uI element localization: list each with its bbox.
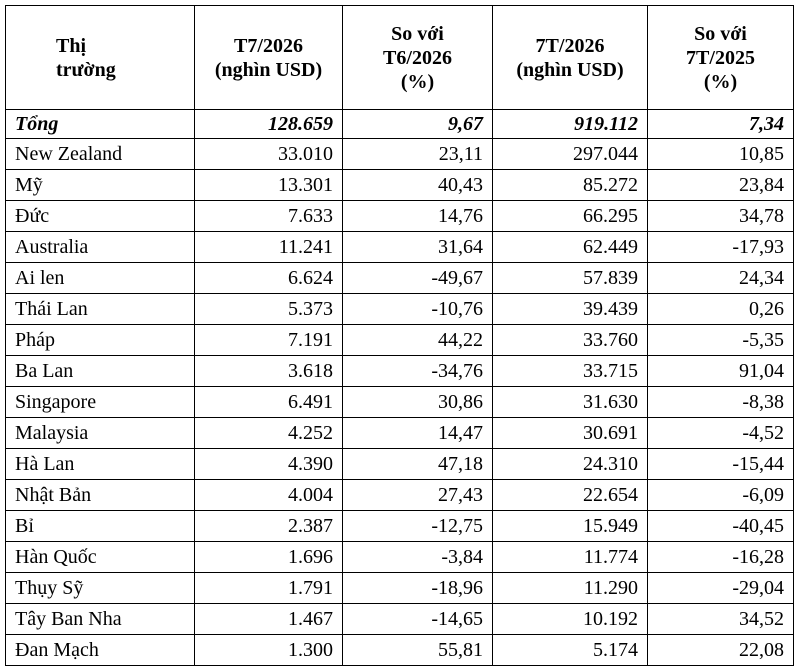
vs-ytd-cell: -5,35 [648, 325, 794, 356]
table-row [6, 604, 794, 635]
vs-t6-cell: 40,43 [343, 170, 493, 201]
market-cell: Pháp [6, 325, 195, 356]
ytd-cell: 11.290 [493, 573, 648, 604]
market-cell: Hà Lan [6, 449, 195, 480]
table-row [6, 263, 794, 294]
vs-ytd-cell: -6,09 [648, 480, 794, 511]
t7-cell: 1.467 [195, 604, 343, 635]
vs-ytd-cell: 34,78 [648, 201, 794, 232]
ytd-cell: 85.272 [493, 170, 648, 201]
market-cell: Mỹ [6, 170, 195, 201]
vs-ytd-cell: -40,45 [648, 511, 794, 542]
market-cell: Thái Lan [6, 294, 195, 325]
ytd-cell: 5.174 [493, 635, 648, 666]
vs-t6-cell: 27,43 [343, 480, 493, 511]
market-cell: Australia [6, 232, 195, 263]
ytd-cell: 33.715 [493, 356, 648, 387]
table-row [6, 480, 794, 511]
t7-cell: 3.618 [195, 356, 343, 387]
total-row [6, 110, 794, 139]
vs-t6-cell: -14,65 [343, 604, 493, 635]
ytd-cell: 15.949 [493, 511, 648, 542]
ytd-cell: 31.630 [493, 387, 648, 418]
header-t7-line: T7/2026 [234, 34, 303, 57]
market-cell: Ba Lan [6, 356, 195, 387]
ytd-cell: 39.439 [493, 294, 648, 325]
table-row [6, 387, 794, 418]
ytd-cell: 297.044 [493, 139, 648, 170]
table-body [6, 110, 794, 666]
t7-cell: 7.633 [195, 201, 343, 232]
table-row [6, 635, 794, 666]
table-row [6, 356, 794, 387]
vs-ytd-cell: -17,93 [648, 232, 794, 263]
market-cell: Ai len [6, 263, 195, 294]
ytd-cell: 62.449 [493, 232, 648, 263]
header-t7-line: (nghìn USD) [214, 58, 323, 81]
vs-t6-cell: 47,18 [343, 449, 493, 480]
market-cell: Thụy Sỹ [6, 573, 195, 604]
market-cell: Hàn Quốc [6, 542, 195, 573]
t7-cell: 4.390 [195, 449, 343, 480]
market-cell: Đức [6, 201, 195, 232]
vs-t6-cell: 14,47 [343, 418, 493, 449]
header-t7 [195, 6, 343, 110]
t7-cell: 4.252 [195, 418, 343, 449]
vs-ytd-cell: 0,26 [648, 294, 794, 325]
table-row [6, 201, 794, 232]
table-row [6, 511, 794, 542]
table-row [6, 139, 794, 170]
vs-ytd-cell: 22,08 [648, 635, 794, 666]
table-container [5, 5, 794, 666]
table-row [6, 294, 794, 325]
ytd-cell: 30.691 [493, 418, 648, 449]
vs-ytd-cell: -15,44 [648, 449, 794, 480]
vs-ytd-cell: -8,38 [648, 387, 794, 418]
header-market [6, 6, 195, 110]
total-vs-t6: 9,67 [343, 110, 493, 139]
table-row [6, 449, 794, 480]
t7-cell: 13.301 [195, 170, 343, 201]
t7-cell: 5.373 [195, 294, 343, 325]
header-vs-t6-line: T6/2026 [383, 46, 452, 69]
market-cell: Đan Mạch [6, 635, 195, 666]
header-vs-ytd-line: 7T/2025 [686, 46, 755, 69]
market-table [5, 5, 794, 666]
header-row [6, 6, 794, 110]
vs-t6-cell: 14,76 [343, 201, 493, 232]
market-cell: Malaysia [6, 418, 195, 449]
vs-t6-cell: 55,81 [343, 635, 493, 666]
t7-cell: 4.004 [195, 480, 343, 511]
total-t7: 128.659 [195, 110, 343, 139]
vs-t6-cell: -10,76 [343, 294, 493, 325]
ytd-cell: 10.192 [493, 604, 648, 635]
t7-cell: 2.387 [195, 511, 343, 542]
header-market-line: trường [56, 58, 116, 81]
t7-cell: 1.791 [195, 573, 343, 604]
market-cell: Tây Ban Nha [6, 604, 195, 635]
table-row [6, 325, 794, 356]
vs-t6-cell: 23,11 [343, 139, 493, 170]
vs-ytd-cell: -16,28 [648, 542, 794, 573]
header-ytd-line: (nghìn USD) [516, 58, 624, 81]
vs-ytd-cell: 34,52 [648, 604, 794, 635]
vs-ytd-cell: -29,04 [648, 573, 794, 604]
ytd-cell: 11.774 [493, 542, 648, 573]
header-vs-ytd-line: (%) [703, 70, 738, 93]
table-row [6, 232, 794, 263]
ytd-cell: 24.310 [493, 449, 648, 480]
vs-t6-cell: -18,96 [343, 573, 493, 604]
vs-t6-cell: 31,64 [343, 232, 493, 263]
ytd-cell: 22.654 [493, 480, 648, 511]
header-ytd-line: 7T/2026 [535, 34, 605, 57]
vs-ytd-cell: 24,34 [648, 263, 794, 294]
market-cell: Bỉ [6, 511, 195, 542]
t7-cell: 7.191 [195, 325, 343, 356]
table-row [6, 542, 794, 573]
market-cell: Singapore [6, 387, 195, 418]
vs-t6-cell: 30,86 [343, 387, 493, 418]
header-vs-ytd [648, 6, 794, 110]
ytd-cell: 33.760 [493, 325, 648, 356]
vs-t6-cell: -12,75 [343, 511, 493, 542]
t7-cell: 1.300 [195, 635, 343, 666]
ytd-cell: 57.839 [493, 263, 648, 294]
header-vs-t6-line: (%) [400, 70, 435, 93]
vs-ytd-cell: 23,84 [648, 170, 794, 201]
header-market-line: Thị [56, 34, 87, 57]
vs-t6-cell: 44,22 [343, 325, 493, 356]
vs-t6-cell: -34,76 [343, 356, 493, 387]
header-vs-t6-line: So với [391, 22, 444, 45]
total-vs-ytd: 7,34 [648, 110, 794, 139]
total-name: Tổng [6, 110, 195, 139]
t7-cell: 6.491 [195, 387, 343, 418]
header-vs-ytd-line: So với [694, 22, 747, 45]
t7-cell: 6.624 [195, 263, 343, 294]
vs-t6-cell: -3,84 [343, 542, 493, 573]
t7-cell: 33.010 [195, 139, 343, 170]
vs-ytd-cell: 10,85 [648, 139, 794, 170]
table-row [6, 418, 794, 449]
t7-cell: 11.241 [195, 232, 343, 263]
t7-cell: 1.696 [195, 542, 343, 573]
table-row [6, 170, 794, 201]
table-row [6, 573, 794, 604]
total-ytd: 919.112 [493, 110, 648, 139]
market-cell: New Zealand [6, 139, 195, 170]
vs-ytd-cell: -4,52 [648, 418, 794, 449]
ytd-cell: 66.295 [493, 201, 648, 232]
header-ytd [493, 6, 648, 110]
header-vs-t6 [343, 6, 493, 110]
market-cell: Nhật Bản [6, 480, 195, 511]
vs-ytd-cell: 91,04 [648, 356, 794, 387]
vs-t6-cell: -49,67 [343, 263, 493, 294]
